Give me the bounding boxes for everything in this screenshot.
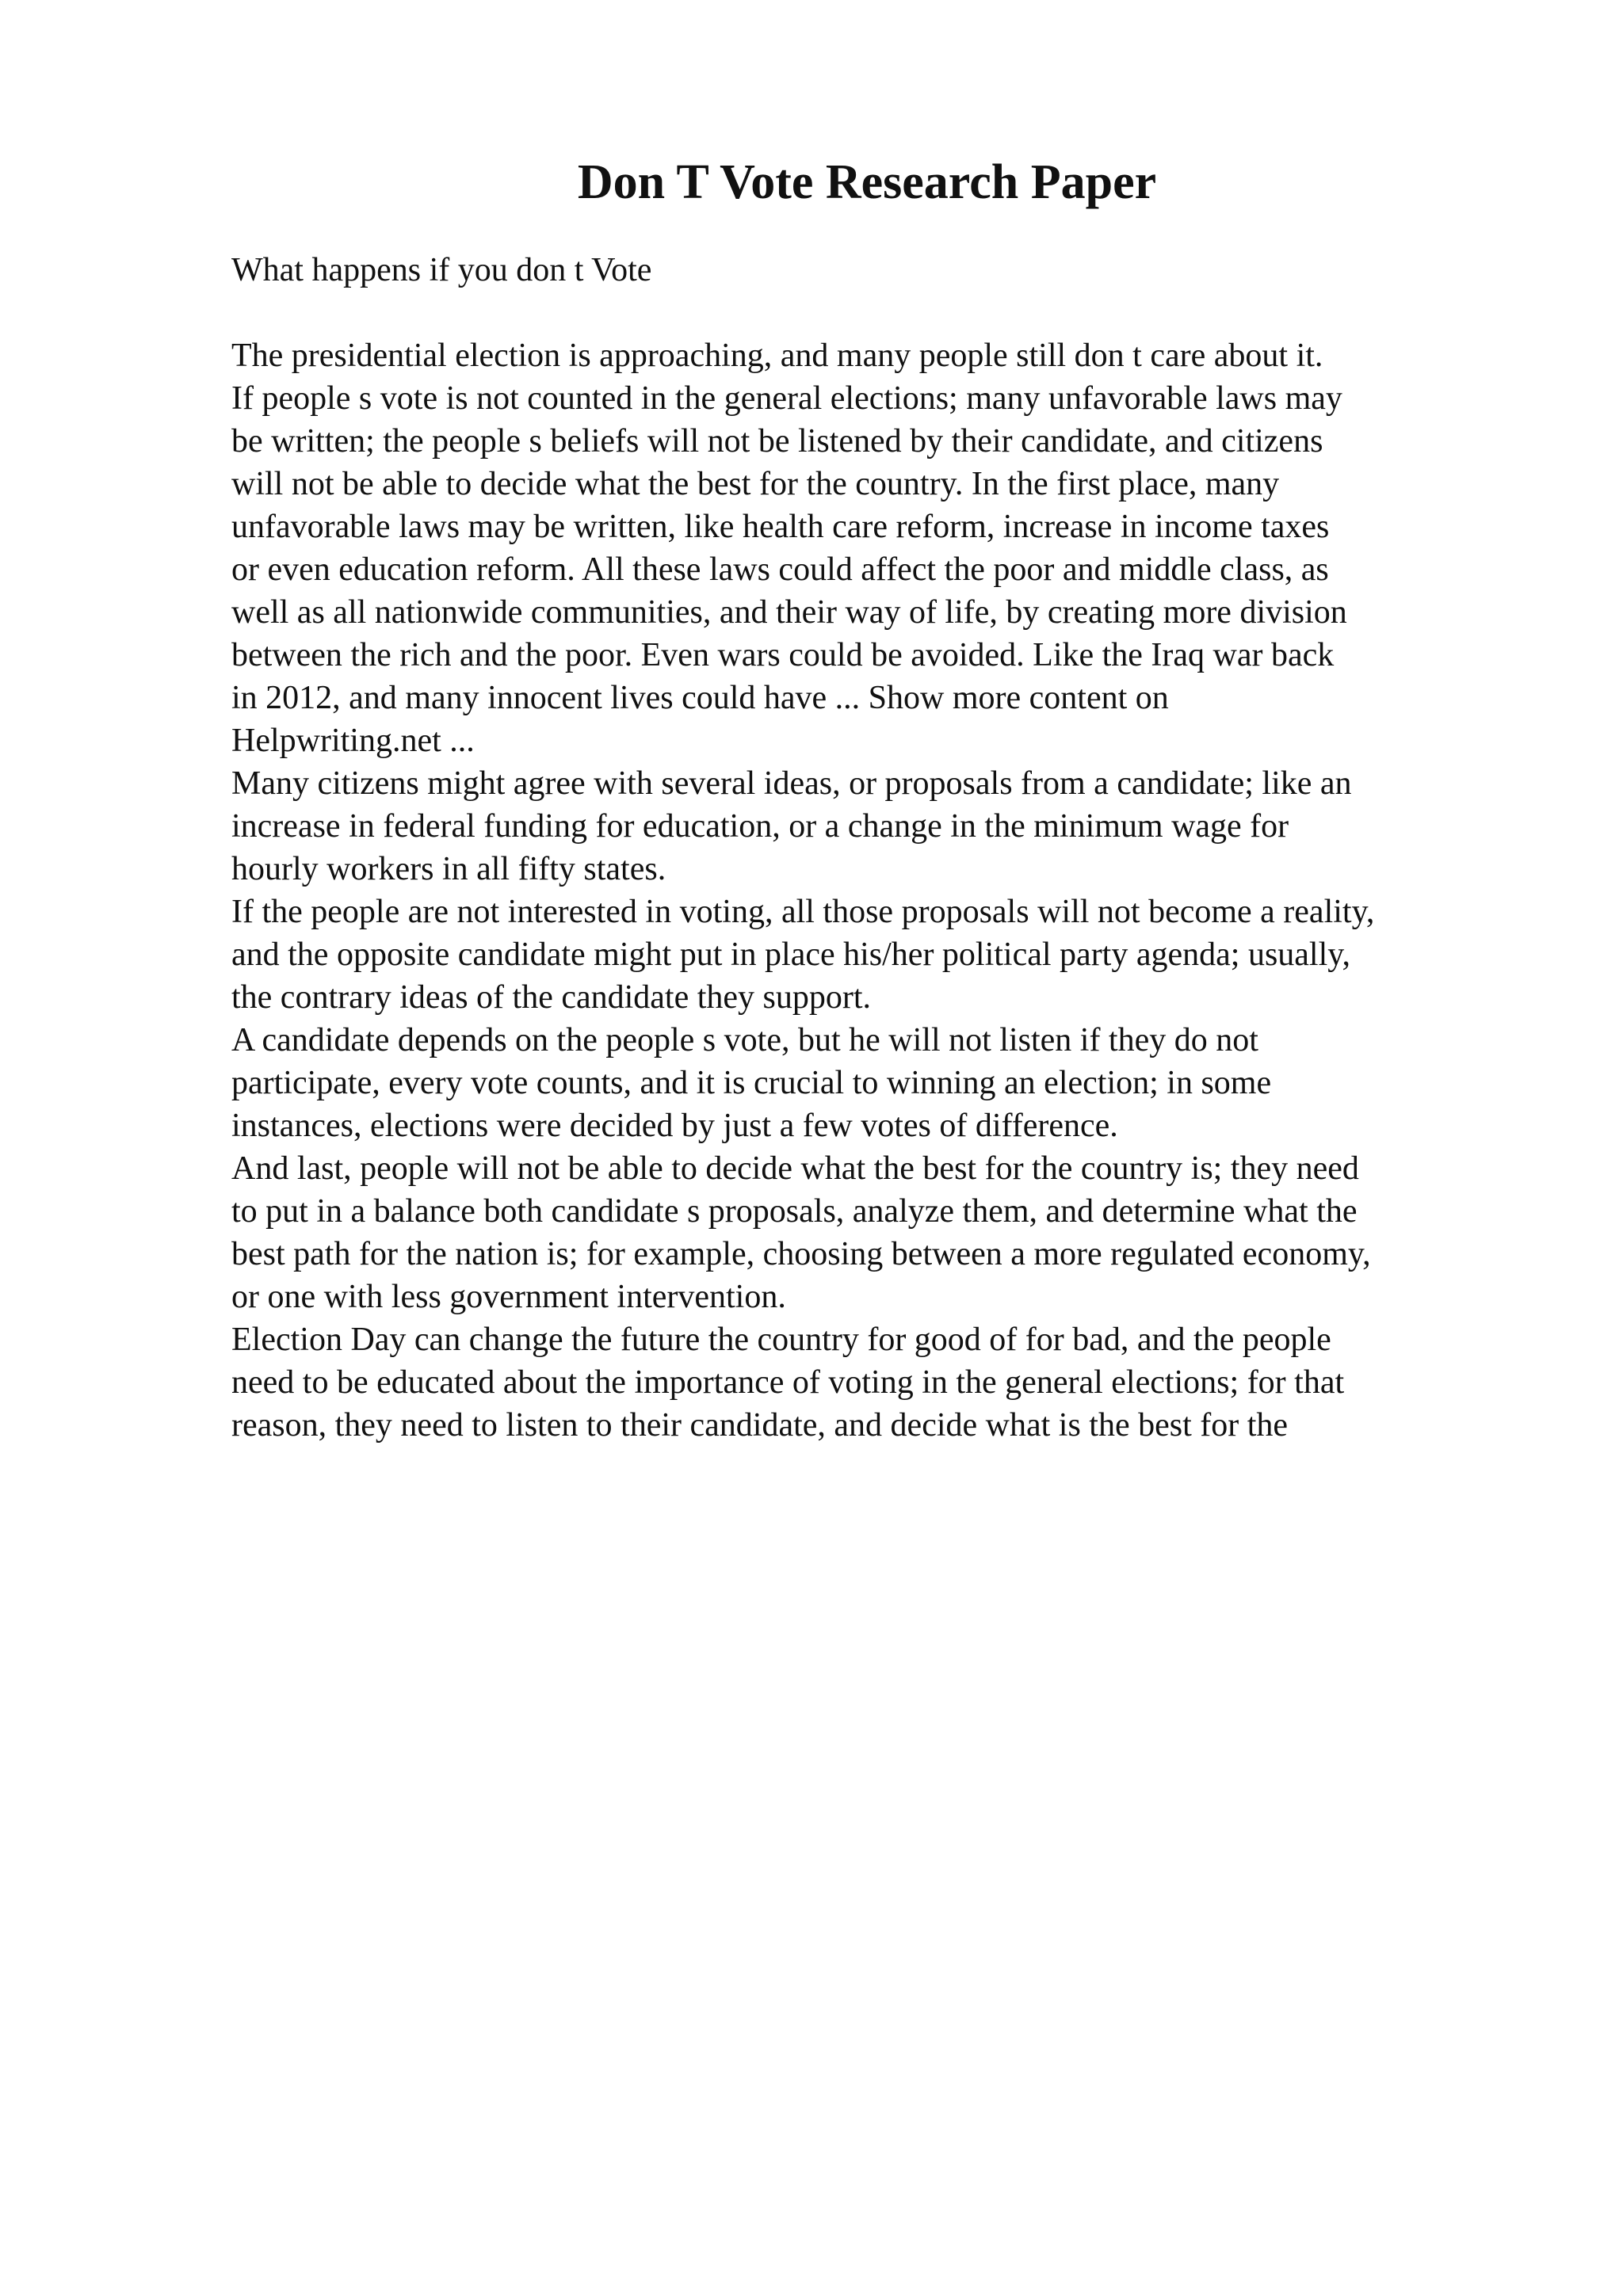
text-line: participate, every vote counts, and it is crucial to winning an election; in some (231, 1065, 1272, 1101)
text-line: If people s vote is not counted in the general elections; many unfavorable laws may (231, 380, 1342, 417)
text-line: the contrary ideas of the candidate they support. (231, 979, 872, 1016)
text-line: in 2012, and many innocent lives could have ... Show more content on (231, 680, 1169, 716)
text-line: hourly workers in all fifty states. (231, 851, 666, 887)
text-line: Many citizens might agree with several ideas, or proposals from a candidate; like an (231, 765, 1352, 802)
text-line: or even education reform. All these laws could affect the poor and middle class, as (231, 551, 1329, 588)
text-line: to put in a balance both candidate s proposals, analyze them, and determine what the (231, 1193, 1358, 1230)
text-line: A candidate depends on the people s vote, but he will not listen if they do not (231, 1022, 1258, 1058)
text-line: unfavorable laws may be written, like health care reform, increase in income taxes (231, 509, 1330, 545)
text-line: Helpwriting.net ... (231, 723, 475, 759)
text-line: will not be able to decide what the best for the country. In the first place, many (231, 466, 1280, 502)
text-line: be written; the people s beliefs will not be listened by their candidate, and citizens (231, 423, 1323, 460)
text-line: well as all nationwide communities, and their way of life, by creating more division (231, 594, 1347, 631)
text-line: If the people are not interested in voting, all those proposals will not become a reality, (231, 894, 1375, 930)
text-line: increase in federal funding for education, or a change in the minimum wage for (231, 808, 1289, 845)
text-line: or one with less government intervention. (231, 1279, 786, 1315)
text-line: need to be educated about the importance of voting in the general elections; for that (231, 1364, 1345, 1401)
text-line: And last, people will not be able to decide what the best for the country is; they need (231, 1150, 1359, 1187)
text-line: reason, they need to listen to their candidate, and decide what is the best for the (231, 1407, 1289, 1444)
text-line: and the opposite candidate might put in place his/her political party agenda; usually, (231, 936, 1351, 973)
text-line: Election Day can change the future the country for good of for bad, and the people (231, 1322, 1331, 1358)
text-line: The presidential election is approaching, and many people still don t care about it. (231, 338, 1323, 374)
text-line: best path for the nation is; for example, choosing between a more regulated economy, (231, 1236, 1371, 1272)
document-title: Don T Vote Research Paper (577, 155, 1157, 209)
text-line: between the rich and the poor. Even wars could be avoided. Like the Iraq war back (231, 637, 1335, 673)
text-line: instances, elections were decided by just a few votes of difference. (231, 1108, 1118, 1144)
subtitle: What happens if you don t Vote (231, 252, 652, 288)
